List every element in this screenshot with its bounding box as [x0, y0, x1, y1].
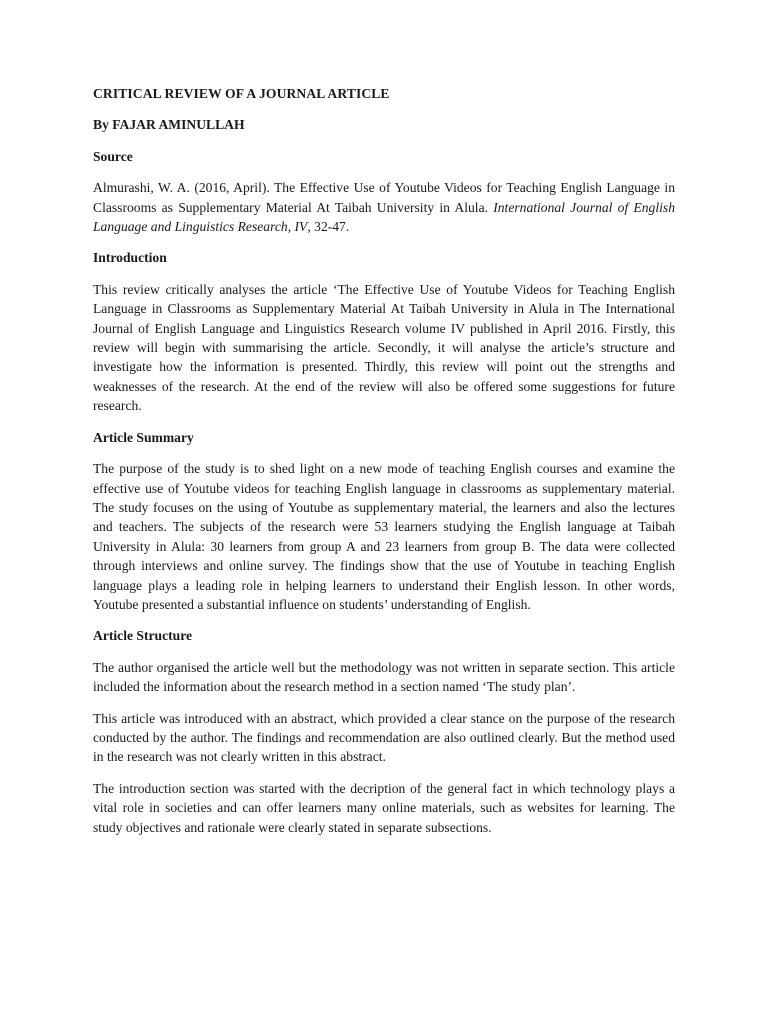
citation-text: Almurashi, W. A. (2016, April). The Effective Use of Youtube Videos for Teaching English Language in Classrooms as Supplementary Material At Taibah University in Alula.	[93, 180, 675, 215]
source-heading: Source	[93, 148, 133, 164]
summary-heading: Article Summary	[93, 429, 194, 445]
citation-pages: , 32-47.	[307, 219, 350, 235]
introduction-paragraph: This review critically analyses the article ‘The Effective Use of Youtube Videos for Teaching English Language in Classrooms as Supplementary Material At Taibah University in Alula in The International Journal of English Language and Linguistics Research volume IV published in April 2016. Firstly, this review will begin with summarising the article. Secondly, it will analyse the article’s structure and investigate how the information is presented. Thirdly, this review will point out the strengths and weaknesses of the research. At the end of the review will also be offered some suggestions for future research.	[93, 281, 675, 414]
structure-paragraph-1: The author organised the article well but the methodology was not written in separate section. This article included the information about the research method in a section named ‘The study plan’.	[93, 659, 675, 695]
structure-paragraph-2: This article was introduced with an abstract, which provided a clear stance on the purpose of the research conducted by the author. The findings and recommendation are also outlined clearly. But the method used in the research was not clearly written in this abstract.	[93, 710, 675, 765]
structure-paragraph-3: The introduction section was started with the decription of the general fact in which technology plays a vital role in societies and can offer learners many online materials, such as websites for learning. The study objectives and rationale were clearly stated in separate subsections.	[93, 780, 675, 835]
document-title: CRITICAL REVIEW OF A JOURNAL ARTICLE	[93, 86, 390, 101]
document-page	[93, 84, 675, 849]
structure-heading: Article Structure	[93, 628, 193, 644]
citation-journal: International Journal of English Language and Linguistics Research, IV	[93, 199, 675, 235]
source-citation	[93, 178, 675, 236]
summary-paragraph: The purpose of the study is to shed light on a new mode of teaching English courses and examine the effective use of Youtube videos for teaching English language in classrooms as supplementary material. The study focuses on the using of Youtube as supplementary material, the learners and also the lectures and teachers. The subjects of the research were 53 learners studying the English language at Taibah University in Alula: 30 learners from group A and 23 learners from group B. The data were collected through interviews and online survey. The findings show that the use of Youtube in teaching English language plays a leading role in helping learners to understand their English lesson. In other words, Youtube presented a substantial influence on students’ understanding of English.	[93, 461, 675, 612]
introduction-heading: Introduction	[93, 250, 167, 266]
author-line: By FAJAR AMINULLAH	[93, 117, 245, 133]
